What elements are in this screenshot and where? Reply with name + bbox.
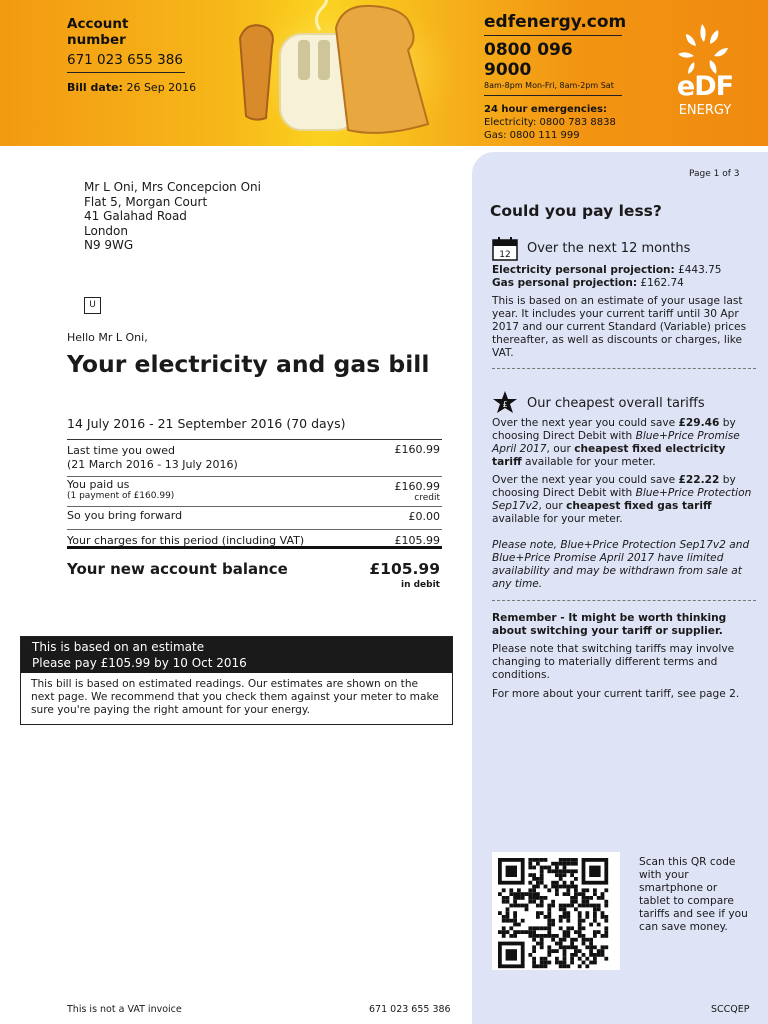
estimate-line2: Please pay £105.99 by 10 Oct 2016	[32, 656, 247, 670]
last-owed-label: Last time you owed	[67, 444, 175, 457]
forward-amount: £0.00	[408, 510, 440, 523]
forward-label: So you bring forward	[67, 509, 183, 522]
vat-notice: This is not a VAT invoice	[67, 1004, 182, 1015]
elec-proj-value: £443.75	[678, 264, 722, 276]
paid-label: You paid us	[67, 478, 130, 491]
paid-amount: £160.99	[394, 480, 440, 493]
edf-logo-text: eDF	[676, 71, 734, 102]
gas-save-pre: Over the next year you could save	[492, 474, 679, 486]
last-owed-row	[67, 440, 442, 477]
emergency-gas: Gas: 0800 111 999	[484, 130, 580, 141]
gas-cheapest: cheapest fixed gas tariff	[566, 500, 712, 512]
address-line: London	[84, 223, 128, 238]
charges-table	[67, 439, 442, 549]
billing-period: 14 July 2016 - 21 September 2016 (70 days)	[67, 416, 346, 431]
elec-save-post: available for your meter.	[521, 456, 656, 468]
account-number: 671 023 655 386	[67, 52, 185, 73]
balance-label: Your new account balance	[67, 560, 288, 578]
footer-account-number: 671 023 655 386	[369, 1004, 451, 1015]
gas-saving	[492, 474, 756, 526]
u-code-box: U	[84, 297, 101, 314]
estimate-header	[21, 637, 452, 673]
last-owed-amount: £160.99	[394, 443, 440, 456]
gas-save-mid: by choosing Direct Debit with	[492, 474, 736, 499]
contact-block	[484, 12, 627, 141]
gas-save-mid2: , our	[538, 500, 567, 512]
bill-date-label: Bill date:	[67, 81, 123, 94]
account-balance	[67, 560, 442, 590]
last-owed-dates: (21 March 2016 - 13 July 2016)	[67, 458, 238, 471]
divider	[492, 368, 756, 369]
opening-hours: 8am-8pm Mon-Fri, 8am-2pm Sat	[484, 81, 622, 96]
gas-proj-value: £162.74	[640, 277, 684, 289]
electricity-projection	[492, 264, 756, 277]
gas-tariff-name: Blue+Price Protection Sep17v2	[492, 487, 752, 512]
elec-cheapest: cheapest fixed electricity tariff	[492, 443, 726, 468]
elec-tariff-name: Blue+Price Promise April 2017	[492, 430, 740, 455]
paid-amount-block	[395, 480, 441, 503]
projection-note: This is based on an estimate of your usage last year. It includes your current tariff until 30 Apr 2017 and our current Standard (Variable) prices thereafter, as well as discounts or charges, like VAT.	[492, 295, 747, 359]
address-line: N9 9WG	[84, 238, 134, 252]
gas-save-post: available for your meter.	[492, 513, 623, 525]
availability-note: Please note, Blue+Price Protection Sep17v2 and Blue+Price Promise April 2017 have limited availability and may be withdrawn from sale at any time.	[492, 539, 750, 590]
electricity-saving	[492, 417, 756, 469]
paid-sub: (1 payment of £160.99)	[67, 491, 175, 501]
forward-row	[67, 507, 442, 529]
calendar-number: 12	[499, 250, 511, 260]
qr-code-icon[interactable]	[492, 852, 620, 970]
paid-credit: credit	[414, 493, 440, 503]
cheapest-title: Our cheapest overall tariffs	[527, 396, 705, 411]
balance-amount: £105.99	[369, 560, 440, 578]
star-pound-icon	[492, 390, 518, 416]
period-charges-label: Your charges for this period (including VAT)	[67, 534, 305, 547]
next12-title: Over the next 12 months	[527, 241, 691, 256]
estimate-notice	[20, 636, 453, 725]
gas-proj-label: Gas personal projection:	[492, 277, 638, 289]
elec-proj-label: Electricity personal projection:	[492, 264, 675, 276]
page-title: Your electricity and gas bill	[67, 350, 430, 378]
elec-save-amount: £29.46	[678, 417, 720, 429]
address-line: 41 Galahad Road	[84, 209, 187, 223]
gas-projection	[492, 277, 756, 290]
calendar-icon	[492, 237, 518, 261]
sidebar-heading: Could you pay less?	[490, 202, 662, 220]
header-banner	[0, 0, 768, 146]
customer-address	[84, 180, 261, 253]
switch-note: Please note that switching tariffs may involve changing to materially different terms and conditions.	[492, 643, 735, 681]
bill-date	[67, 81, 197, 94]
projections	[492, 264, 756, 290]
toaster-illustration	[232, 0, 464, 146]
elec-save-mid2: , our	[546, 443, 575, 455]
star-text: £	[502, 400, 508, 409]
address-line: Flat 5, Morgan Court	[84, 194, 208, 209]
account-label: Account number	[67, 16, 129, 48]
bill-date-value: 26 Sep 2016	[126, 81, 197, 94]
divider	[492, 600, 756, 601]
emergency-electricity: Electricity: 0800 783 8838	[484, 117, 616, 128]
gas-save-amount: £22.22	[678, 474, 720, 486]
footer-code: SCCQEP	[711, 1004, 750, 1015]
emergency-title: 24 hour emergencies:	[484, 104, 607, 115]
account-block	[67, 16, 197, 94]
balance-status: in debit	[400, 580, 440, 590]
more-info: For more about your current tariff, see page 2.	[492, 688, 740, 700]
estimate-line1: This is based on an estimate	[32, 640, 205, 654]
period-charges-amount: £105.99	[394, 534, 440, 547]
estimate-body: This bill is based on estimated readings. Our estimates are shown on the next page. We recommend that you check them against your meter to make sure you're paying the right amount for your energy.	[31, 678, 439, 716]
qr-instructions: Scan this QR code with your smartphone or tablet to compare tariffs and see if you can save money.	[639, 856, 748, 933]
paid-row	[67, 477, 442, 507]
address-line: Mr L Oni, Mrs Concepcion Oni	[84, 180, 261, 194]
page-number: Page 1 of 3	[689, 169, 740, 179]
elec-save-pre: Over the next year you could save	[492, 417, 679, 429]
period-charges-row	[67, 529, 442, 549]
remember-note: Remember - It might be worth thinking about switching your tariff or supplier.	[492, 612, 727, 637]
phone-number: 0800 096 9000	[484, 40, 573, 80]
edf-logo-subtext: ENERGY	[678, 103, 732, 118]
greeting: Hello Mr L Oni,	[67, 331, 148, 344]
website-link[interactable]: edfenergy.com	[484, 12, 622, 36]
elec-save-mid: by choosing Direct Debit with	[492, 417, 736, 442]
